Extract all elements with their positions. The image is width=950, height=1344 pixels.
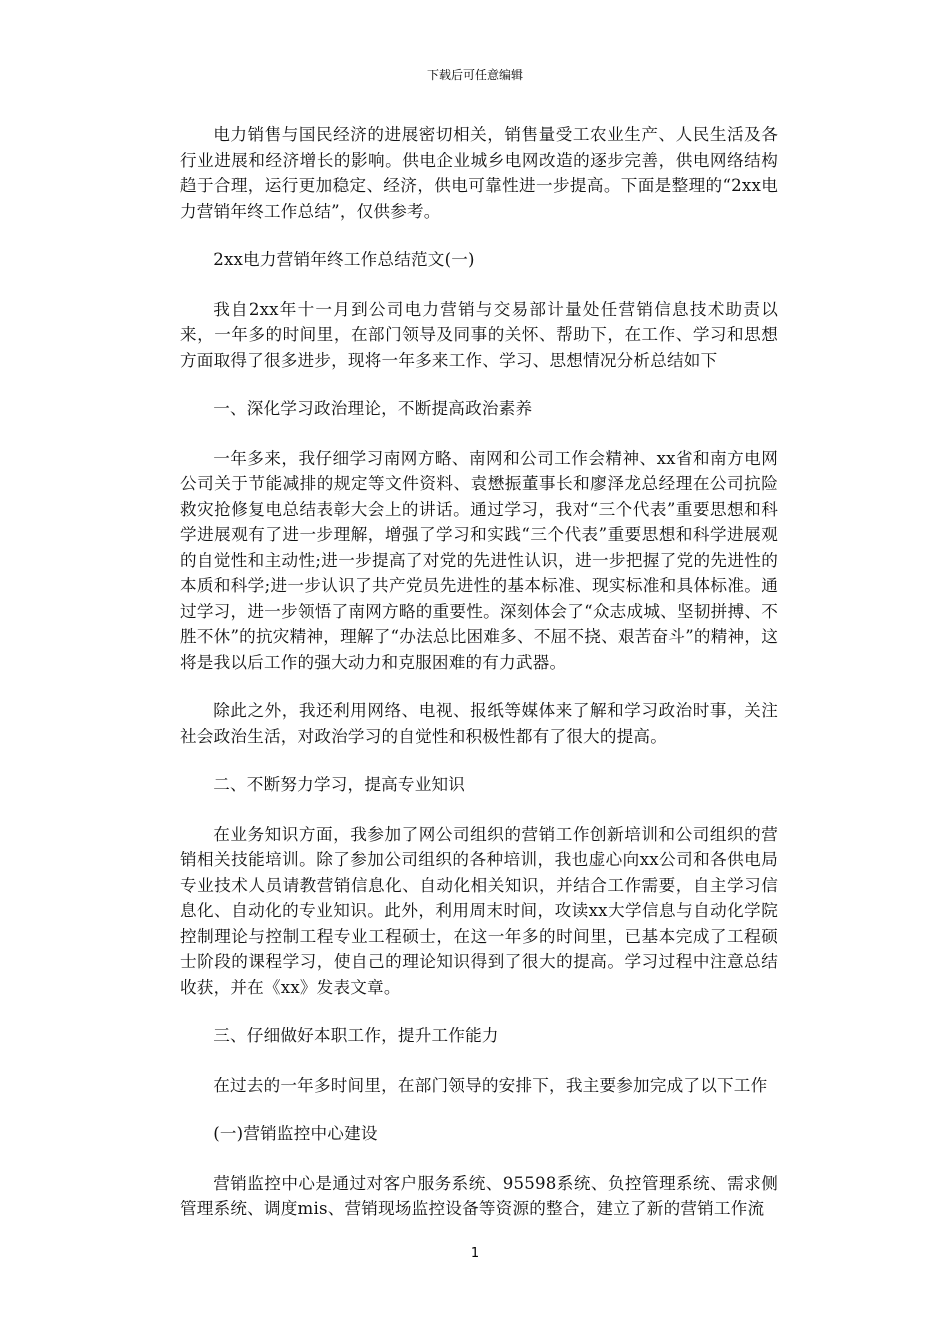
body-paragraph: 营销监控中心是通过对客户服务系统、95598系统、负控管理系统、需求侧管理系统、调度mis、营销现场监控设备等资源的整合，建立了新的营销工作流	[180, 1173, 778, 1218]
document-body	[180, 122, 778, 1245]
intro-paragraph: 电力销售与国民经济的进展密切相关，销售量受工农业生产、人民生活及各行业进展和经济增长的影响。供电企业城乡电网改造的逐步完善，供电网络结构趋于合理，运行更加稳定、经济，供电可靠性进一步提高。下面是整理的“2xx电力营销年终工作总结”，仅供参考。	[180, 125, 778, 221]
body-paragraph: 除此之外，我还利用网络、电视、报纸等媒体来了解和学习政治时事，关注社会政治生活，对政治学习的自觉性和积极性都有了很大的提高。	[180, 701, 778, 746]
section-title: 2xx电力营销年终工作总结范文(一)	[213, 250, 475, 269]
page-header: 下载后可任意编辑	[426, 68, 523, 82]
body-paragraph: 在过去的一年多时间里，在部门领导的安排下，我主要参加完成了以下工作	[213, 1075, 768, 1095]
body-paragraph: 在业务知识方面，我参加了网公司组织的营销工作创新培训和公司组织的营销相关技能培训。除了参加公司组织的各种培训，我也虚心向xx公司和各供电局专业技术人员请教营销信息化、自动化相关知识，并结合工作需要，自主学习信息化、自动化的专业知识。此外，利用周末时间，攻读xx大学信息与自动化学院控制理论与控制工程专业工程硕士，在这一年多的时间里，已基本完成了工程硕士阶段的课程学习，使自己的理论知识得到了很大的提高。学习过程中注意总结收获，并在《xx》发表文章。	[180, 824, 778, 997]
body-paragraph: 一年多来，我仔细学习南网方略、南网和公司工作会精神、xx省和南方电网公司关于节能减排的规定等文件资料、袁懋振董事长和廖泽龙总经理在公司抗险救灾抢修复电总结表彰大会上的讲话。通过学习，我对“三个代表”重要思想和科学进展观有了进一步理解，增强了学习和实践“三个代表”重要思想和科学进展观的自觉性和主动性;进一步提高了对党的先进性认识，进一步把握了党的先进性的本质和科学;进一步认识了共产党员先进性的基本标准、现实标准和具体标准。通过学习，进一步领悟了南网方略的重要性。深刻体会了“众志成城、坚韧拼搏、不胜不休”的抗灾精神，理解了“办法总比困难多、不屈不挠、艰苦奋斗”的精神，这将是我以后工作的强大动力和克服困难的有力武器。	[180, 448, 778, 672]
heading-1: 一、深化学习政治理论，不断提高政治素养	[213, 399, 533, 418]
page-number: 1	[470, 1246, 480, 1261]
heading-2: 二、不断努力学习，提高专业知识	[213, 775, 466, 794]
heading-3: 三、仔细做好本职工作，提升工作能力	[213, 1026, 499, 1045]
body-paragraph: 我自2xx年十一月到公司电力营销与交易部计量处任营销信息技术助责以来，一年多的时间里，在部门领导及同事的关怀、帮助下，在工作、学习和思想方面取得了很多进步，现将一年多来工作、学习、思想情况分析总结如下	[180, 299, 778, 370]
subheading: (一)营销监控中心建设	[213, 1124, 378, 1143]
